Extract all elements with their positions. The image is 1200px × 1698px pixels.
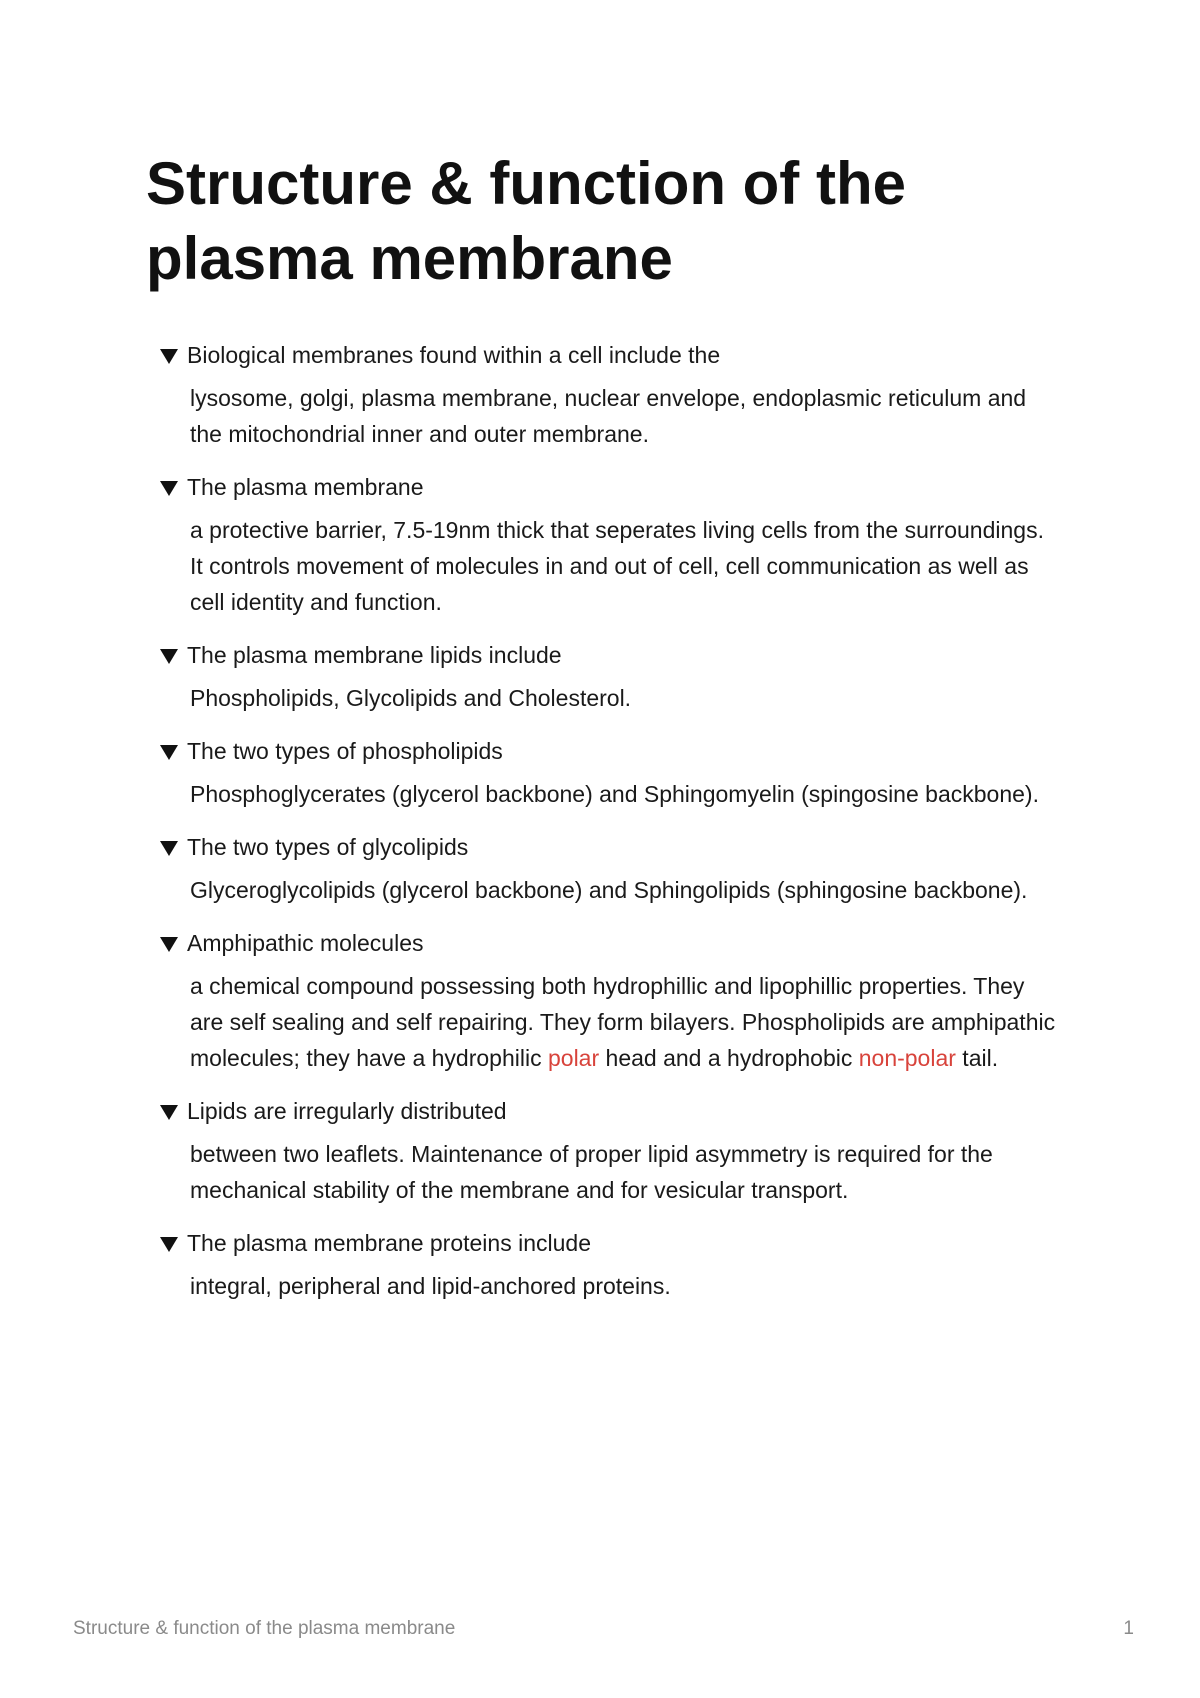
toggle-block (160, 462, 1060, 620)
triangle-down-icon[interactable] (160, 745, 178, 760)
triangle-down-icon[interactable] (160, 937, 178, 952)
toggle-summary[interactable] (160, 822, 1060, 872)
toggle-summary[interactable] (160, 630, 1060, 680)
toggle-body: lysosome, golgi, plasma membrane, nuclear envelope, endoplasmic reticulum and the mitochondrial inner and outer membrane. (190, 385, 1027, 447)
triangle-down-icon[interactable] (160, 649, 178, 664)
body-text: tail. (955, 1045, 999, 1071)
toggle-summary[interactable] (160, 918, 1060, 968)
triangle-down-icon[interactable] (160, 1237, 178, 1252)
toggle-body: Glyceroglycolipids (glycerol backbone) and Sphingolipids (sphingosine backbone). (190, 877, 1028, 903)
triangle-down-icon[interactable] (160, 349, 178, 364)
toggle-body: between two leaflets. Maintenance of proper lipid asymmetry is required for the mechanical stability of the membrane and for vesicular transport. (190, 1141, 993, 1203)
body-text: a chemical compound possessing both hydrophillic and lipophillic properties. They are self sealing and self repairing. They form bilayers. Phospholipids are amphipathic molecules; they have a hydrophilic (190, 973, 1056, 1071)
toggle-block (160, 1218, 1060, 1304)
toggle-summary-text: The two types of phospholipids (187, 738, 503, 764)
triangle-down-icon[interactable] (160, 481, 178, 496)
toggle-body: a protective barrier, 7.5-19nm thick that seperates living cells from the surroundings. It controls movement of molecules in and out of cell, cell communication as well as cell identity and function. (190, 517, 1044, 615)
toggle-body (160, 968, 1060, 1076)
triangle-down-icon[interactable] (160, 1105, 178, 1120)
toggle-summary[interactable] (160, 462, 1060, 512)
page-title: Structure & function of the plasma membrane (146, 150, 906, 292)
toggle-summary-text: The plasma membrane (187, 474, 424, 500)
toggle-body: integral, peripheral and lipid-anchored proteins. (190, 1273, 671, 1299)
toggle-summary[interactable] (160, 1086, 1060, 1136)
toggle-list (160, 330, 1060, 1314)
toggle-summary-text: The plasma membrane proteins include (187, 1230, 591, 1256)
toggle-summary[interactable] (160, 330, 1060, 380)
toggle-block (160, 726, 1060, 812)
highlighted-term-polar: polar (547, 1045, 600, 1071)
toggle-summary-text: Lipids are irregularly distributed (187, 1098, 507, 1124)
toggle-block (160, 1086, 1060, 1208)
toggle-block (160, 330, 1060, 452)
triangle-down-icon[interactable] (160, 841, 178, 856)
toggle-summary-text: Biological membranes found within a cell include the (187, 342, 721, 368)
toggle-summary[interactable] (160, 1218, 1060, 1268)
toggle-block (160, 918, 1060, 1076)
page-number: 1 (1123, 1618, 1134, 1639)
body-text: head and a hydrophobic (599, 1045, 859, 1071)
toggle-block (160, 630, 1060, 716)
toggle-summary-text: Amphipathic molecules (187, 930, 424, 956)
toggle-body: Phosphoglycerates (glycerol backbone) and Sphingomyelin (spingosine backbone). (190, 781, 1039, 807)
highlighted-term-non-polar: non-polar (858, 1045, 956, 1071)
footer-title: Structure & function of the plasma membrane (73, 1618, 456, 1639)
toggle-block (160, 822, 1060, 908)
toggle-summary-text: The plasma membrane lipids include (187, 642, 562, 668)
toggle-summary[interactable] (160, 726, 1060, 776)
toggle-body: Phospholipids, Glycolipids and Cholesterol. (190, 685, 632, 711)
toggle-summary-text: The two types of glycolipids (187, 834, 469, 860)
